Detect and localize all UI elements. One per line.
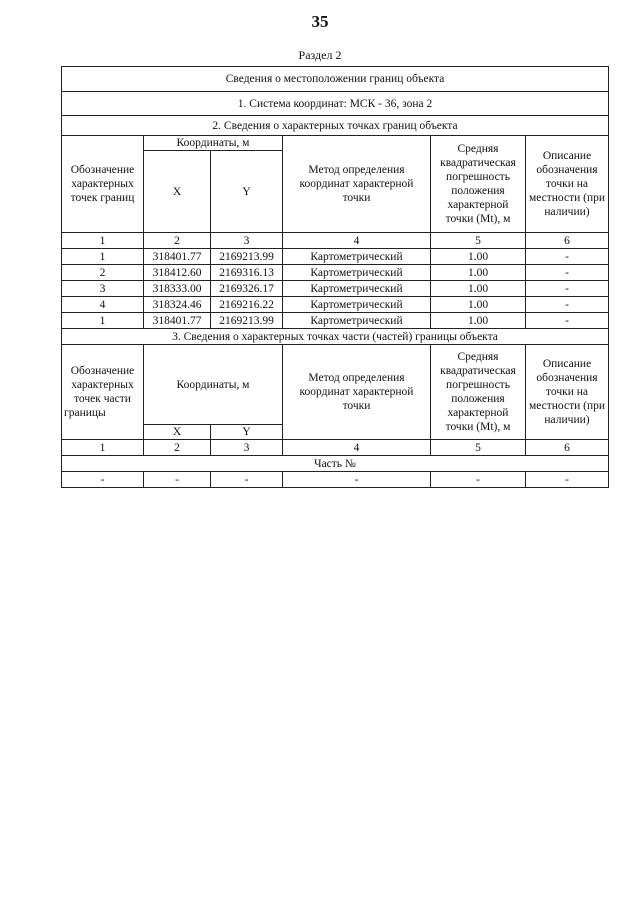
point-id: 1 [62, 249, 144, 265]
table-title: Сведения о местоположении границ объекта [62, 67, 609, 92]
part3-title: 3. Сведения о характерных точках части (частей) границы объекта [62, 329, 609, 345]
coord-x: 318324.46 [144, 297, 211, 313]
header-designation-part: Обозначение характерных точек части границы [62, 345, 144, 440]
coord-y: - [211, 472, 283, 488]
header-method: Метод определения координат характерной точки [283, 136, 431, 233]
table-row [62, 249, 609, 265]
col-number: 5 [431, 233, 526, 249]
col-number: 3 [211, 440, 283, 456]
header-description-part: Описание обозначения точки на местности (при наличии) [526, 345, 609, 440]
mt-value: 1.00 [431, 281, 526, 297]
part2-title: 2. Сведения о характерных точках границ объекта [62, 116, 609, 136]
header-x-part: X [144, 425, 211, 440]
header-description: Описание обозначения точки на местности (при наличии) [526, 136, 609, 233]
method: Картометрический [283, 265, 431, 281]
point-id: 3 [62, 281, 144, 297]
header-y: Y [211, 151, 283, 233]
mt-value: 1.00 [431, 249, 526, 265]
coord-y: 2169316.13 [211, 265, 283, 281]
coord-system: 1. Система координат: МСК - 36, зона 2 [62, 92, 609, 116]
coord-y: 2169213.99 [211, 313, 283, 329]
header-designation: Обозначение характерных точек границ [62, 136, 144, 233]
table-row [62, 313, 609, 329]
col-number: 3 [211, 233, 283, 249]
col-number: 2 [144, 233, 211, 249]
part-label: Часть № [62, 456, 609, 472]
method: Картометрический [283, 313, 431, 329]
description: - [526, 249, 609, 265]
mt-value: - [431, 472, 526, 488]
section-title: Раздел 2 [298, 48, 342, 62]
point-id: 2 [62, 265, 144, 281]
col-number: 1 [62, 440, 144, 456]
description: - [526, 281, 609, 297]
header-error: Средняя квадратическая погрешность положения характерной точки (Mt), м [431, 136, 526, 233]
description: - [526, 297, 609, 313]
method: - [283, 472, 431, 488]
method: Картометрический [283, 297, 431, 313]
coord-y: 2169213.99 [211, 249, 283, 265]
table-row [62, 472, 609, 488]
page-number: 35 [311, 12, 329, 31]
coord-y: 2169326.17 [211, 281, 283, 297]
coord-x: - [144, 472, 211, 488]
col-number: 2 [144, 440, 211, 456]
mt-value: 1.00 [431, 313, 526, 329]
mt-value: 1.00 [431, 297, 526, 313]
description: - [526, 472, 609, 488]
col-number: 6 [526, 440, 609, 456]
header-method-part: Метод определения координат характерной точки [283, 345, 431, 440]
coord-x: 318333.00 [144, 281, 211, 297]
method: Картометрический [283, 281, 431, 297]
col-number: 6 [526, 233, 609, 249]
boundary-table [61, 66, 609, 488]
method: Картометрический [283, 249, 431, 265]
coord-x: 318401.77 [144, 249, 211, 265]
col-number: 1 [62, 233, 144, 249]
point-id: 4 [62, 297, 144, 313]
table-row [62, 297, 609, 313]
col-number: 4 [283, 440, 431, 456]
table-row [62, 265, 609, 281]
coord-x: 318412.60 [144, 265, 211, 281]
point-id: 1 [62, 313, 144, 329]
coord-y: 2169216.22 [211, 297, 283, 313]
col-number: 4 [283, 233, 431, 249]
point-id: - [62, 472, 144, 488]
table-row [62, 281, 609, 297]
header-coords-part: Координаты, м [144, 345, 283, 425]
mt-value: 1.00 [431, 265, 526, 281]
description: - [526, 265, 609, 281]
header-coords: Координаты, м [144, 136, 283, 151]
header-error-part: Средняя квадратическая погрешность положения характерной точки (Mt), м [431, 345, 526, 440]
header-x: X [144, 151, 211, 233]
coord-x: 318401.77 [144, 313, 211, 329]
header-y-part: Y [211, 425, 283, 440]
description: - [526, 313, 609, 329]
col-number: 5 [431, 440, 526, 456]
